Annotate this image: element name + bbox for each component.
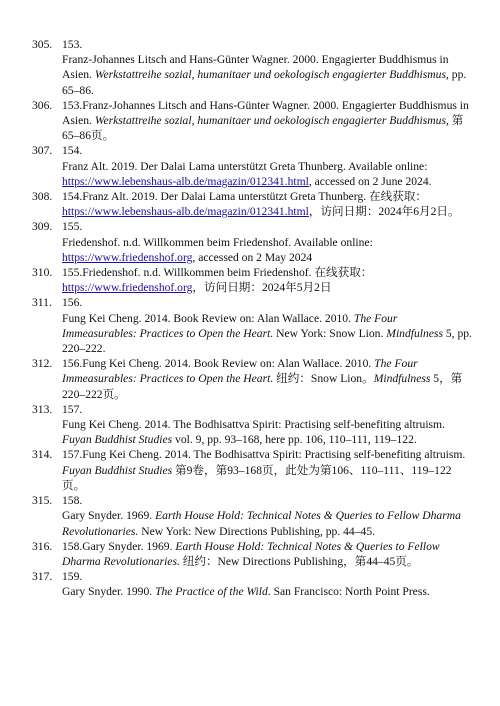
reference-entry — [32, 447, 472, 493]
entry-line — [62, 295, 472, 310]
entry-line — [62, 569, 472, 584]
entry-text: New York: Snow Lion. — [273, 326, 387, 340]
entry-line — [62, 493, 472, 508]
entry-line — [62, 37, 472, 52]
entry-line — [62, 52, 472, 98]
reference-entry — [32, 493, 472, 539]
reference-entry — [32, 98, 472, 144]
entry-line — [62, 265, 472, 295]
entry-text: 154. — [62, 144, 83, 158]
entry-text: Friedenshof. n.d. Willkommen beim Friedenshof. Available online: — [62, 235, 373, 249]
italic-title: The Practice of the Wild — [155, 585, 268, 599]
entry-text: 156. — [62, 296, 83, 310]
entry-text: 5, pp. 220–222. — [62, 326, 472, 356]
entry-line — [62, 508, 472, 538]
entry-text: 157.Fung Kei Cheng. 2014. The Bodhisattva Spirit: Practising self-benefiting altruism. — [62, 448, 466, 462]
entry-line — [62, 143, 472, 158]
reference-entry — [32, 539, 472, 569]
entry-text: New York: New Directions Publishing, pp. 44–45. — [138, 524, 376, 538]
reference-entry — [32, 265, 472, 295]
reference-entry — [32, 143, 472, 189]
entry-number: 312. — [32, 357, 53, 371]
entry-text: 155. — [62, 220, 83, 234]
entry-number: 310. — [32, 266, 53, 280]
italic-title: Earth House Hold: Technical Notes & Queries to Fellow Dharma Revolutionaries. — [62, 509, 461, 538]
entry-line — [62, 584, 472, 599]
reference-entry — [32, 569, 472, 599]
entry-text: 第65–86页。 — [62, 114, 464, 143]
entry-text: pp. 65–86. — [62, 68, 467, 97]
entry-line — [62, 98, 472, 144]
entry-text: 155.Friedenshof. n.d. Willkommen beim Friedenshof. 在线获取： — [62, 266, 373, 280]
italic-title: Werkstattreihe sozial, humanitaer und oekologisch engagierter Buddhismus, — [94, 68, 449, 82]
entry-number: 307. — [32, 144, 53, 158]
reference-entry — [32, 356, 472, 402]
entry-text: vol. 9, pp. 93–168, here pp. 106, 110–111, 119–122. — [172, 433, 417, 447]
italic-title: Fuyan Buddhist Studies — [62, 463, 173, 477]
entry-text: ，访问日期：2024年6月2日。 — [308, 205, 460, 219]
reference-entry — [32, 219, 472, 265]
entry-text: 158.Gary Snyder. 1969. — [62, 539, 176, 553]
entry-line — [62, 219, 472, 234]
entry-line — [62, 189, 472, 219]
entry-number: 314. — [32, 448, 53, 462]
reference-link[interactable]: https://www.friedenshof.org — [62, 250, 193, 264]
entry-text: 153.Franz-Johannes Litsch and Hans-Günter Wagner. 2000. Engagierter Buddhismus in Asien. — [62, 98, 469, 128]
reference-link[interactable]: https://www.lebenshaus-alb.de/magazin/012341.html — [62, 174, 309, 188]
entry-text: Gary Snyder. 1969. — [62, 509, 156, 523]
italic-title: Mindfulness — [386, 326, 443, 340]
reference-entry — [32, 189, 472, 219]
entry-text: 156.Fung Kei Cheng. 2014. Book Review on: Alan Wallace. 2010. — [62, 357, 375, 371]
entry-number: 311. — [32, 296, 52, 310]
entry-number: 317. — [32, 570, 53, 584]
entry-text: , accessed on 2 May 2024 — [192, 250, 313, 264]
italic-title: The Four Immeasurables: Practices to Open the Heart. — [62, 311, 398, 340]
italic-title: Mindfulness — [373, 372, 431, 386]
entry-line — [62, 447, 472, 493]
italic-title: The Four Immeasurables: Practices to Open the Heart. — [62, 357, 418, 386]
entry-number: 309. — [32, 220, 53, 234]
entry-number: 315. — [32, 494, 53, 508]
entry-number: 313. — [32, 402, 53, 416]
italic-title: Fuyan Buddhist Studies — [62, 433, 173, 447]
entry-number: 305. — [32, 38, 53, 51]
entry-text: Franz Alt. 2019. Der Dalai Lama unterstützt Greta Thunberg. Available online: — [62, 159, 428, 173]
entry-number: 316. — [32, 539, 53, 553]
reference-entry — [32, 402, 472, 448]
entry-text: 153. — [62, 38, 83, 51]
entry-text: Franz-Johannes Litsch and Hans-Günter Wagner. 2000. Engagierter Buddhismus in Asien. — [62, 53, 449, 82]
reference-link[interactable]: https://www.friedenshof.org — [62, 281, 193, 295]
entry-text: ，访问日期：2024年5月2日 — [192, 281, 332, 295]
entry-line — [62, 311, 472, 357]
entry-text: 157. — [62, 402, 83, 416]
entry-text: 5，第220–222页。 — [62, 372, 463, 401]
entry-number: 308. — [32, 190, 53, 204]
entry-line — [62, 539, 472, 569]
entry-line — [62, 402, 472, 417]
italic-title: Earth House Hold: Technical Notes & Queries to Fellow Dharma Revolutionaries. — [62, 539, 440, 568]
entry-line — [62, 356, 472, 402]
entry-text: 第9卷，第93–168页，此处为第106、110–111、119–122页。 — [62, 463, 452, 492]
entry-line — [62, 417, 472, 447]
entry-number: 306. — [32, 98, 53, 112]
entry-text: , accessed on 2 June 2024. — [308, 174, 432, 188]
entry-text: Gary Snyder. 1990. — [62, 585, 156, 599]
reference-entry — [32, 37, 472, 98]
entry-text: 154.Franz Alt. 2019. Der Dalai Lama unterstützt Greta Thunberg. 在线获取： — [62, 190, 428, 204]
italic-title: Werkstattreihe sozial, humanitaer und oekologisch engagierter Buddhismus, — [94, 114, 449, 128]
reference-link[interactable]: https://www.lebenshaus-alb.de/magazin/012341.html — [62, 205, 309, 219]
entry-text: Fung Kei Cheng. 2014. The Bodhisattva Spirit: Practising self-benefiting altruism. — [62, 418, 445, 432]
entry-text: 159. — [62, 570, 83, 584]
entry-line — [62, 235, 472, 265]
entry-text: Fung Kei Cheng. 2014. Book Review on: Alan Wallace. 2010. — [62, 311, 354, 325]
entry-text: 158. — [62, 494, 83, 508]
reference-entry — [32, 295, 472, 356]
entry-line — [62, 159, 472, 189]
entry-text: 纽约：New Directions Publishing，第44–45页。 — [179, 554, 419, 568]
reference-list — [32, 37, 472, 600]
entry-text: 纽约：Snow Lion。 — [273, 372, 374, 386]
entry-text: . San Francisco: North Point Press. — [267, 585, 430, 599]
